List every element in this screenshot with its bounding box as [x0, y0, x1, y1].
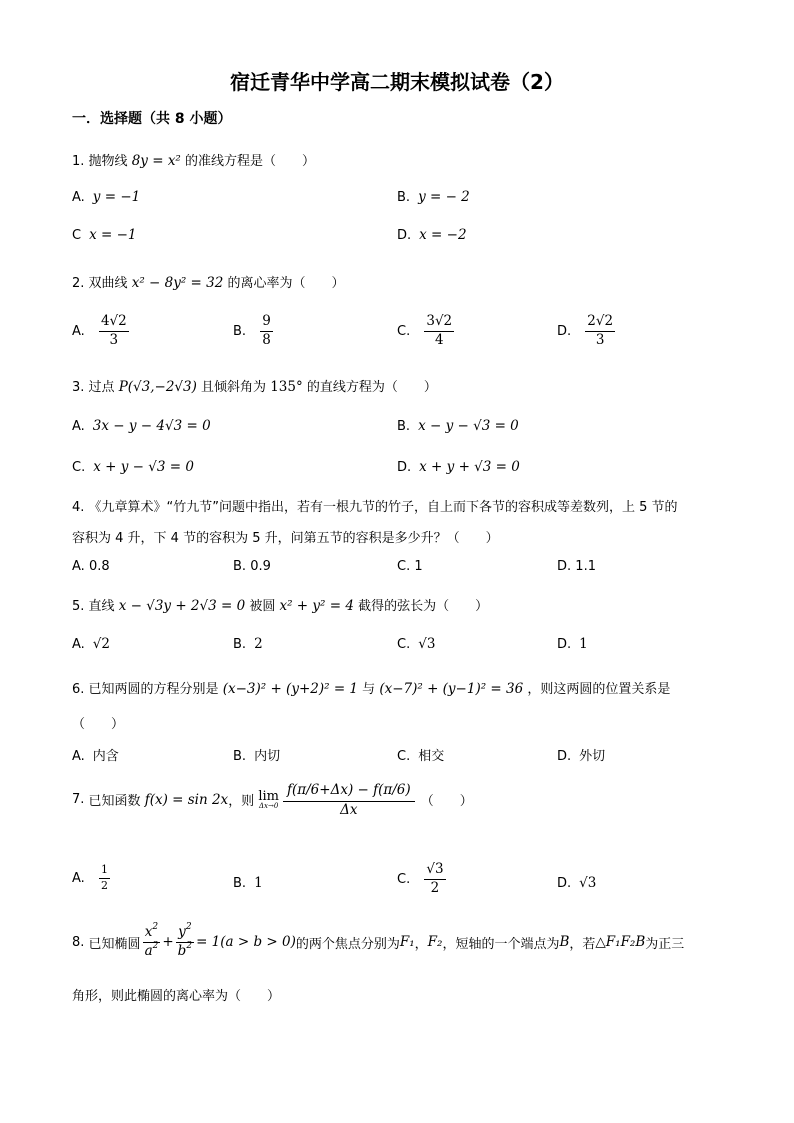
question-text: （ ）	[420, 794, 473, 810]
option-value: x = −1	[89, 227, 137, 243]
fraction: $\frac{9}{8}$	[262, 313, 271, 348]
q6-option-d[interactable]	[557, 745, 605, 764]
q7-option-a[interactable]	[72, 864, 112, 892]
question-text: 直线	[88, 599, 115, 614]
question-number: 8.	[72, 934, 85, 950]
option-label: D.	[557, 876, 572, 891]
option-value: √3	[418, 636, 436, 652]
page-title: 宿迁青华中学高二期末模拟试卷（2）	[230, 70, 564, 94]
q4-option-b[interactable]	[233, 559, 271, 574]
option-value: 1.1	[575, 559, 596, 574]
question-text: 已知函数	[88, 794, 141, 810]
q5-option-a[interactable]	[72, 636, 110, 652]
option-label: C.	[397, 871, 411, 887]
question-3	[72, 376, 437, 395]
math-expression: f(x) = sin 2x	[144, 791, 229, 808]
option-label: C	[72, 228, 82, 243]
q3-option-c[interactable]	[72, 459, 194, 475]
question-text: 已知椭圆	[88, 936, 141, 952]
math-expression: 8y = x²	[131, 153, 181, 169]
math-expression: x² − 8y² = 32	[131, 275, 224, 291]
option-value: 内含	[92, 749, 119, 764]
q2-option-d[interactable]	[557, 314, 617, 348]
q7-option-d[interactable]	[557, 875, 596, 891]
option-value: 0.8	[88, 559, 110, 574]
option-value: 2	[254, 636, 263, 652]
q6-option-c[interactable]	[397, 745, 444, 764]
option-value: x + y + √3 = 0	[419, 459, 520, 475]
q1-option-a[interactable]	[72, 189, 140, 205]
question-number: 1.	[72, 154, 85, 169]
q1-option-c[interactable]	[72, 227, 137, 243]
option-label: D.	[557, 637, 572, 652]
question-text: ，短轴的一个端点为	[442, 936, 560, 952]
limit-operator: lim Δx→0	[258, 788, 279, 810]
option-label: A.	[72, 190, 85, 205]
q5-option-d[interactable]	[557, 636, 588, 652]
q3-option-a[interactable]	[72, 418, 211, 434]
focus-f1: F₁	[399, 934, 415, 951]
question-number: 4.	[72, 500, 85, 515]
ellipse-x-term: $\frac{x^2}{a^2}$	[144, 922, 159, 959]
option-label: C.	[397, 637, 411, 652]
question-number: 2.	[72, 276, 85, 291]
option-label: A.	[72, 323, 85, 339]
math-expression: x − √3y + 2√3 = 0	[118, 598, 246, 614]
q2-option-b[interactable]	[233, 314, 275, 348]
question-text: 且倾斜角为	[201, 380, 267, 395]
question-6-line-2: （ ）	[72, 717, 125, 732]
option-value: 3x − y − 4√3 = 0	[92, 418, 211, 434]
question-number: 6.	[72, 682, 85, 697]
option-label: A.	[72, 559, 85, 574]
question-text: 与	[362, 682, 376, 697]
option-value: y = −1	[92, 189, 141, 205]
question-text: ，则	[228, 794, 255, 810]
q7-option-b[interactable]	[233, 875, 263, 891]
math-expression: x² + y² = 4	[279, 598, 354, 614]
q2-option-c[interactable]	[397, 314, 456, 348]
option-label: C.	[72, 460, 86, 475]
option-label: C.	[397, 323, 411, 339]
question-text: 的直线方程为（ ）	[306, 380, 437, 395]
q6-option-a[interactable]	[72, 745, 119, 764]
question-text: 《九章算术》“竹九节”问题中指出，若有一根九节的竹子，自上而下各节的容积成等差数列，上 5 节的	[88, 500, 678, 515]
option-label: D.	[397, 460, 412, 475]
option-label: A.	[72, 870, 85, 886]
question-8: 8. 已知椭圆 $\frac{x^2}{a^2}$ + $\frac{y^2}{b^2}$ = 1(a > b > 0) 的两个焦点分别为 F₁ ， F₂ ，短轴的一个端点为 B ，若 △F₁F₂B 为正三	[72, 922, 685, 959]
option-value: 0.9	[250, 559, 271, 574]
option-value: y = − 2	[418, 189, 470, 205]
fraction: $\frac{2√2}{3}$	[587, 313, 614, 348]
option-label: A.	[72, 419, 85, 434]
q4-option-a[interactable]	[72, 559, 110, 574]
q1-option-b[interactable]	[397, 189, 470, 205]
q3-option-b[interactable]	[397, 418, 519, 434]
question-text: 被圆	[249, 599, 276, 614]
question-text: 的准线方程是（ ）	[184, 154, 315, 169]
option-label: B.	[233, 749, 247, 764]
question-6	[72, 678, 670, 697]
option-label: B.	[233, 637, 247, 652]
question-number: 5.	[72, 599, 85, 614]
option-value: x + y − √3 = 0	[93, 459, 194, 475]
question-text: ，若	[569, 936, 596, 952]
point-b: B	[559, 934, 570, 951]
question-7	[72, 781, 473, 818]
q5-option-c[interactable]	[397, 636, 435, 652]
question-text: ，则这两圆的位置关系是	[527, 682, 671, 697]
option-value: 外切	[579, 749, 606, 764]
q4-option-c[interactable]	[397, 559, 423, 574]
question-text: 截得的弦长为（ ）	[358, 599, 489, 614]
fraction: $\frac{1}{2}$	[100, 863, 108, 892]
option-value: 内切	[254, 749, 281, 764]
option-label: B.	[233, 559, 247, 574]
option-label: B.	[397, 419, 411, 434]
focus-f2: F₂	[427, 934, 443, 951]
option-label: D.	[557, 559, 572, 574]
option-value: √2	[92, 636, 110, 652]
question-1	[72, 150, 315, 169]
option-label: D.	[557, 749, 572, 764]
option-label: B.	[233, 323, 247, 339]
q6-option-b[interactable]	[233, 745, 280, 764]
option-value: 1	[254, 875, 263, 891]
option-value: 1	[414, 559, 423, 574]
option-value: 相交	[418, 749, 445, 764]
question-text: 为正三	[645, 936, 685, 952]
question-8-line-2: 角形，则此椭圆的离心率为（ ）	[72, 989, 281, 1004]
question-4	[72, 496, 678, 515]
option-value: 1	[579, 636, 588, 652]
question-number: 3.	[72, 380, 85, 395]
math-expression: (x−7)² + (y−1)² = 36	[379, 681, 524, 697]
triangle-expression: △F₁F₂B	[595, 934, 646, 951]
option-label: C.	[397, 749, 411, 764]
q7-option-c[interactable]	[397, 862, 448, 896]
section-heading: 一．选择题（共 8 小题）	[72, 111, 232, 127]
ellipse-y-term: $\frac{y^2}{b^2}$	[177, 922, 193, 959]
option-value: √3	[579, 875, 597, 891]
question-4-line-2: 容积为 4 升，下 4 节的容积为 5 升，问第五节的容积是多少升？（ ）	[72, 531, 499, 546]
math-expression: (x−3)² + (y+2)² = 1	[222, 681, 359, 697]
question-2	[72, 272, 344, 291]
question-text: 过点	[88, 380, 115, 395]
math-expression: P(√3,−2√3)	[118, 379, 197, 395]
fraction: $\frac{4√2}{3}$	[100, 313, 127, 348]
question-5	[72, 595, 488, 614]
q2-option-a[interactable]	[72, 314, 131, 348]
option-label: C.	[397, 559, 411, 574]
option-label: A.	[72, 749, 85, 764]
option-label: B.	[233, 876, 247, 891]
question-text: 已知两圆的方程分别是	[88, 682, 219, 697]
fraction: $\frac{3√2}{4}$	[426, 313, 453, 348]
q5-option-b[interactable]	[233, 636, 263, 652]
q3-option-d[interactable]	[397, 459, 520, 475]
derivative-fraction: $\frac{f(\pi/6+\Delta x) - f(\pi/6)}{\Delta x}$	[283, 781, 415, 818]
option-value: x − y − √3 = 0	[418, 418, 519, 434]
option-label: A.	[72, 637, 85, 652]
math-expression: 135°	[270, 379, 303, 395]
question-number: 7.	[72, 792, 85, 808]
q1-option-d[interactable]	[397, 227, 467, 243]
question-text: 抛物线	[88, 154, 128, 169]
fraction: $\frac{√3}{2}$	[426, 861, 444, 896]
question-text: 的离心率为（ ）	[227, 276, 345, 291]
option-label: D.	[397, 228, 412, 243]
question-text: 双曲线	[88, 276, 128, 291]
option-label: B.	[397, 190, 411, 205]
option-label: D.	[557, 323, 572, 339]
math-expression: = 1(a > b > 0)	[196, 934, 296, 951]
q4-option-d[interactable]	[557, 559, 596, 574]
option-value: x = −2	[419, 227, 467, 243]
question-text: 的两个焦点分别为	[295, 936, 400, 952]
